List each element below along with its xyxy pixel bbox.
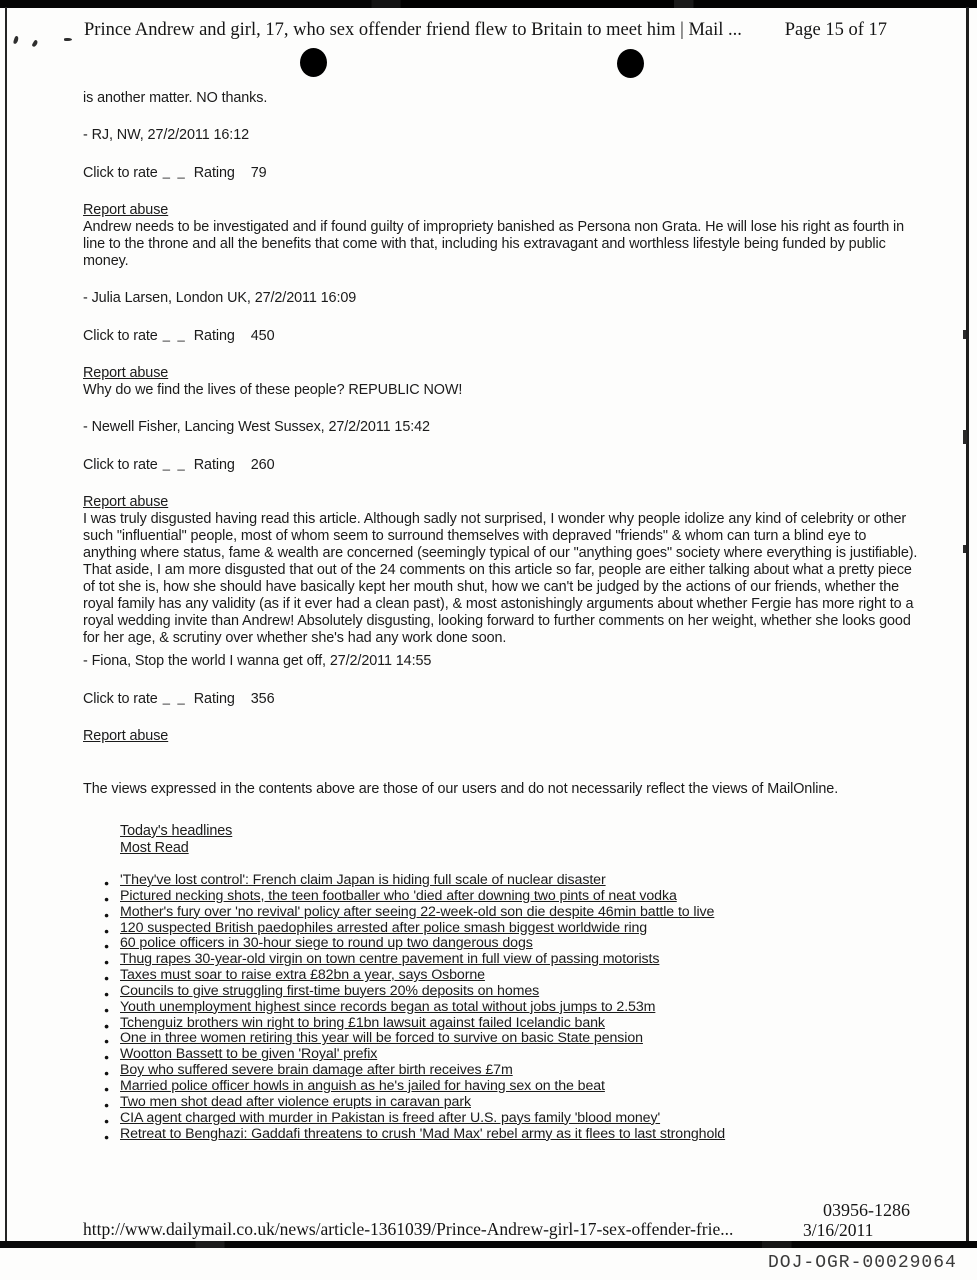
- scan-artifact: [963, 545, 966, 553]
- headline-item[interactable]: [120, 1079, 921, 1095]
- click-to-rate-line: [83, 456, 921, 474]
- scan-artifact: [963, 330, 966, 339]
- headline-item[interactable]: [120, 1095, 921, 1111]
- click-to-rate-link[interactable]: Click to rate: [83, 328, 158, 344]
- report-abuse-link[interactable]: Report abuse: [83, 728, 169, 744]
- headline-item[interactable]: [120, 1016, 921, 1032]
- rating-value: 450: [250, 328, 275, 344]
- scan-speck: [13, 36, 19, 45]
- report-abuse-link[interactable]: Report abuse: [83, 494, 169, 510]
- headline-item[interactable]: [120, 936, 921, 952]
- rate-arrows-icon[interactable]: _ _: [162, 327, 187, 342]
- headline-item[interactable]: [120, 952, 921, 968]
- headline-item[interactable]: [120, 905, 921, 921]
- headline-item[interactable]: [120, 1047, 921, 1063]
- click-to-rate-line: [83, 327, 921, 345]
- page-border-left: [5, 7, 7, 1243]
- comment-body: Why do we find the lives of these people? REPUBLIC NOW!: [83, 382, 463, 398]
- comment-body: Andrew needs to be investigated and if found guilty of impropriety banished as Persona non Grata. He will lose his right as fourth in line to the throne and all the benefits that come with that, including his extravagant and worthless lifestyle being funded by public money.: [83, 219, 905, 269]
- headline-item[interactable]: [120, 1063, 921, 1079]
- scan-artifact: [963, 430, 967, 444]
- click-to-rate-link[interactable]: Click to rate: [83, 691, 158, 707]
- click-to-rate-line: [83, 164, 921, 182]
- print-header: [84, 20, 887, 41]
- headline-link[interactable]: 60 police officers in 30-hour siege to round up two dangerous dogs: [120, 935, 533, 952]
- rating-value: 260: [250, 457, 275, 473]
- rating-label: Rating: [193, 691, 235, 707]
- scan-speck: [32, 39, 39, 47]
- print-date: 3/16/2011: [803, 1220, 874, 1240]
- headline-link[interactable]: Councils to give struggling first-time buyers 20% deposits on homes: [120, 982, 540, 999]
- source-url: http://www.dailymail.co.uk/news/article-1361039/Prince-Andrew-girl-17-sex-offender-frie...: [83, 1219, 734, 1239]
- document-title: Prince Andrew and girl, 17, who sex offender friend flew to Britain to meet him | Mail ...: [84, 20, 742, 40]
- rate-arrows-icon[interactable]: _ _: [162, 690, 187, 705]
- headline-item[interactable]: [120, 889, 921, 905]
- report-abuse-link[interactable]: Report abuse: [83, 202, 169, 218]
- headline-item[interactable]: [120, 984, 921, 1000]
- most-read-link[interactable]: Most Read: [120, 840, 189, 856]
- headline-nav: [120, 823, 921, 857]
- rate-arrows-icon[interactable]: _ _: [162, 164, 187, 179]
- scan-speck: [64, 38, 72, 41]
- headline-item[interactable]: [120, 1111, 921, 1127]
- headline-item[interactable]: [120, 921, 921, 937]
- rating-value: 79: [250, 165, 267, 181]
- headline-link[interactable]: Youth unemployment highest since records began as total without jobs jumps to 2.53m: [120, 998, 656, 1015]
- headline-link[interactable]: Thug rapes 30-year-old virgin on town centre pavement in full view of passing motorists: [120, 951, 660, 968]
- click-to-rate-link[interactable]: Click to rate: [83, 457, 158, 473]
- rating-label: Rating: [193, 457, 235, 473]
- comment-author: - RJ, NW, 27/2/2011 16:12: [83, 127, 250, 143]
- punch-hole-dot: [300, 48, 327, 77]
- headline-link[interactable]: 'They've lost control': French claim Japan is hiding full scale of nuclear disaster: [120, 872, 606, 888]
- rating-label: Rating: [193, 328, 235, 344]
- page-border-right: [966, 7, 969, 1243]
- headline-item[interactable]: [120, 1031, 921, 1047]
- comment-author: - Julia Larsen, London UK, 27/2/2011 16:09: [83, 290, 357, 306]
- rating-value: 356: [250, 691, 275, 707]
- comments-section: [83, 90, 921, 1142]
- comment-author: - Fiona, Stop the world I wanna get off, 27/2/2011 14:55: [83, 653, 432, 669]
- bates-stamp: DOJ-OGR-00029064: [768, 1253, 957, 1273]
- headline-link[interactable]: 120 suspected British paedophiles arrested after police smash biggest worldwide ring: [120, 919, 648, 936]
- click-to-rate-link[interactable]: Click to rate: [83, 165, 158, 181]
- headline-link[interactable]: Wootton Bassett to be given 'Royal' prefix: [120, 1046, 378, 1063]
- comment-body: I was truly disgusted having read this article. Although sadly not surprised, I wonder why people idolize any kind of celebrity or other such "influential" people, most of whom seem to surround themselves with depraved "friends" & whom can turn a blind eye to anything where status, fame & wealth are concerned (seemingly typical of our "anything goes" society where everything is justifiable). That aside, I am more disgusted that out of the 24 comments on this article so far, people are either talking about what a pretty piece of tot she is, how she should have basically kept her mouth shut, how we can't be judged by the actions of our friends, whether the royal family has any validity (as if it ever had a clean past), & most astonishingly arguments about whether Fergie has more right to a royal wedding invite than Andrew! Absolutely disgusting, looking forward to further comments on her weight, whether she looks good for her age, & scrutiny over whether she's had any work done soon.: [83, 511, 918, 646]
- comment-author: - Newell Fisher, Lancing West Sussex, 27/2/2011 15:42: [83, 419, 430, 435]
- headline-item[interactable]: [120, 1000, 921, 1016]
- headline-link[interactable]: Mother's fury over 'no revival' policy after seeing 22-week-old son die despite 46min battle to live: [120, 903, 715, 920]
- headline-link[interactable]: Married police officer howls in anguish as he's jailed for having sex on the beat: [120, 1077, 605, 1094]
- page-number: Page 15 of 17: [784, 20, 887, 40]
- rate-arrows-icon[interactable]: _ _: [162, 456, 187, 471]
- headline-link[interactable]: CIA agent charged with murder in Pakistan is freed after U.S. pays family 'blood money': [120, 1109, 661, 1126]
- disclaimer-text: The views expressed in the contents above are those of our users and do not necessarily reflect the views of MailOnline.: [83, 781, 839, 797]
- headline-item[interactable]: [120, 1127, 921, 1143]
- headlines-list: [120, 873, 921, 1142]
- rating-label: Rating: [193, 165, 235, 181]
- headline-link[interactable]: Taxes must soar to raise extra £82bn a year, says Osborne: [120, 967, 485, 984]
- document-control-number: 03956-1286: [823, 1200, 910, 1220]
- headline-item[interactable]: [120, 968, 921, 984]
- headline-link[interactable]: Retreat to Benghazi: Gaddafi threatens to crush 'Mad Max' rebel army as it flees to last stronghold: [120, 1125, 726, 1142]
- headline-item[interactable]: [120, 873, 921, 889]
- punch-hole-dot: [617, 49, 644, 78]
- headline-link[interactable]: Pictured necking shots, the teen footballer who 'died after downing two pints of neat vodka: [120, 887, 677, 904]
- scan-edge-top: [0, 0, 977, 8]
- report-abuse-link[interactable]: Report abuse: [83, 365, 169, 381]
- comment-body: is another matter. NO thanks.: [83, 90, 268, 106]
- headline-link[interactable]: One in three women retiring this year will be forced to survive on basic State pension: [120, 1030, 643, 1047]
- headline-link[interactable]: Tchenguiz brothers win right to bring £1bn lawsuit against failed Icelandic bank: [120, 1014, 605, 1031]
- scan-edge-bottom: [0, 1241, 977, 1248]
- click-to-rate-line: [83, 690, 921, 708]
- todays-headlines-link[interactable]: Today's headlines: [120, 823, 233, 839]
- headline-link[interactable]: Two men shot dead after violence erupts in caravan park: [120, 1093, 471, 1110]
- headline-link[interactable]: Boy who suffered severe brain damage after birth receives £7m: [120, 1062, 513, 1079]
